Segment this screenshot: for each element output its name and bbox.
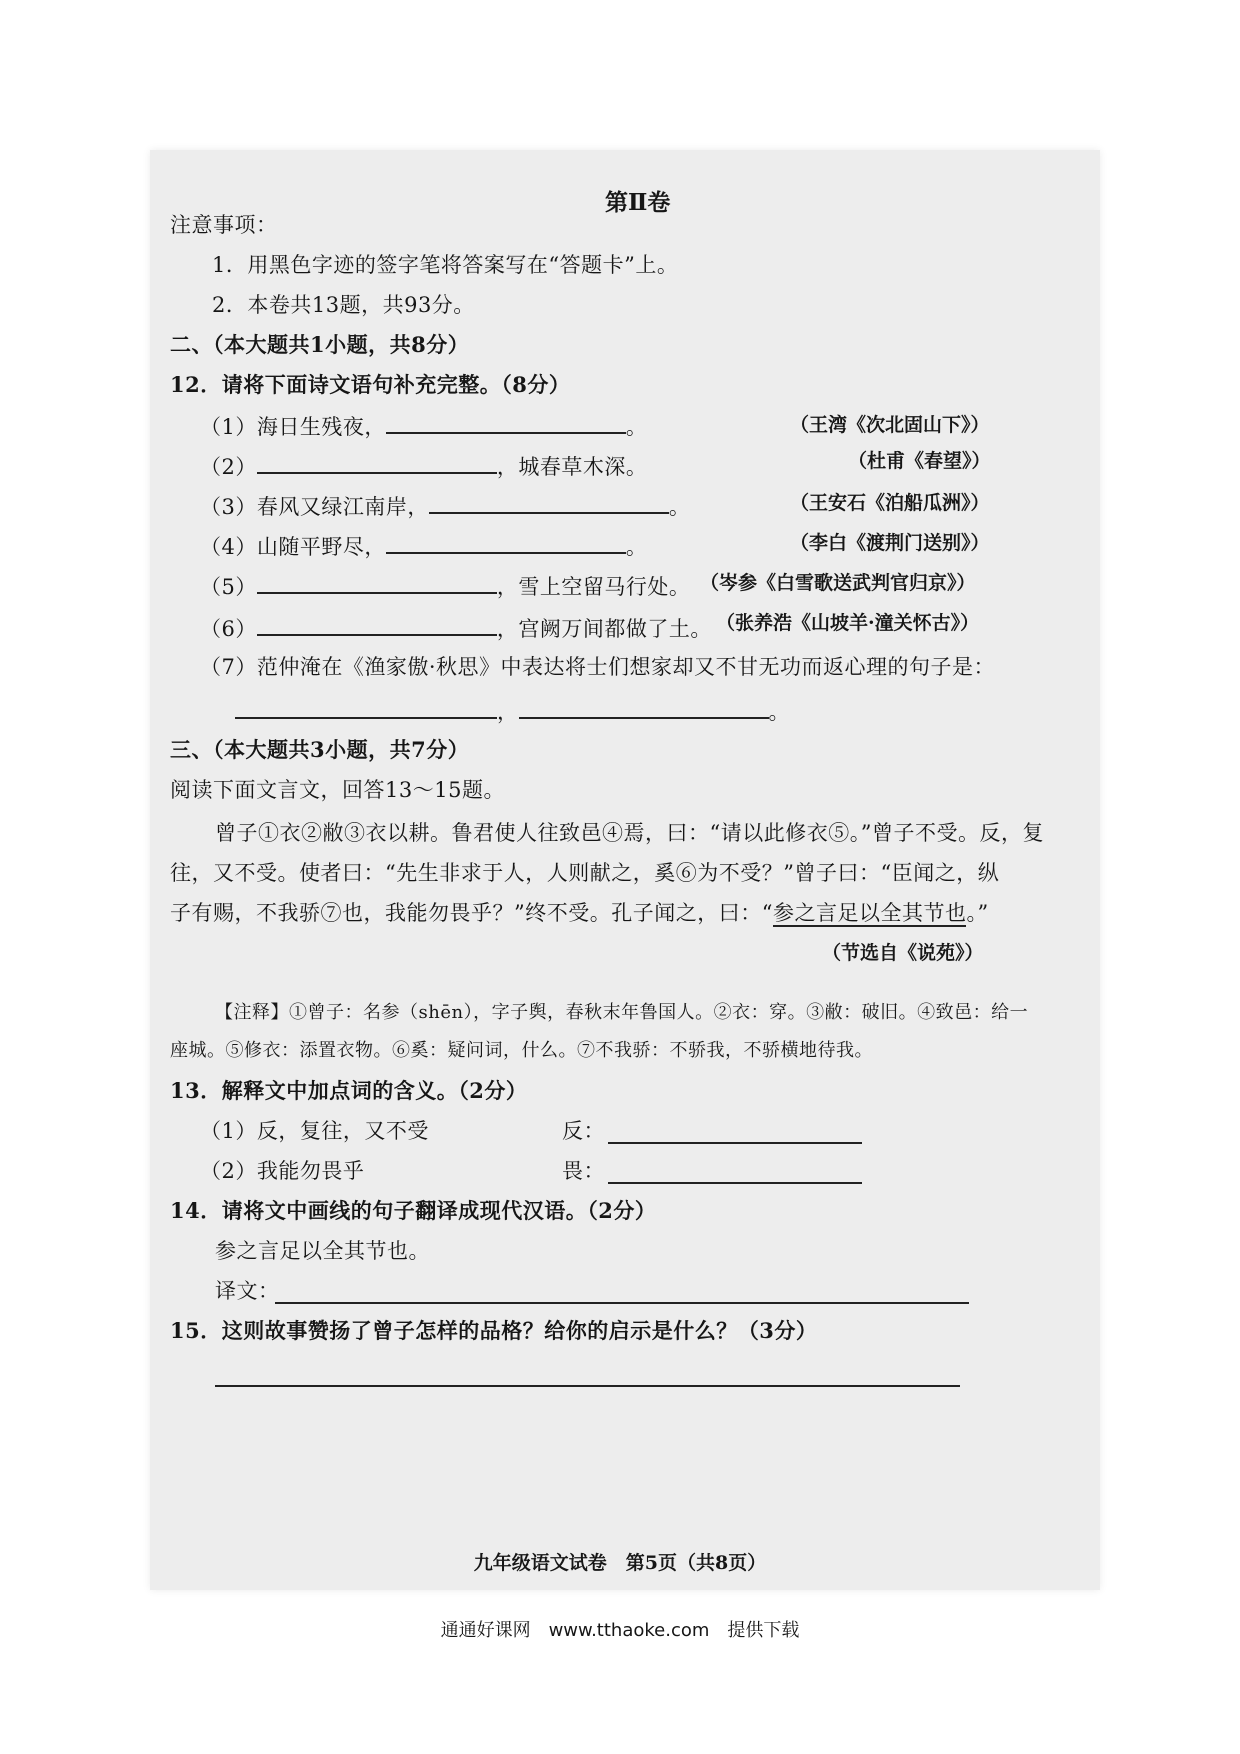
q13-label-2: 畏： [562, 1159, 605, 1183]
download-credit: 通通好课网 www.tthaoke.com 提供下载 [440, 1620, 800, 1641]
q12-line-5 [200, 570, 690, 602]
q12-source-3: （王安石《泊船瓜洲》） [790, 492, 990, 514]
q14-answer-line[interactable] [275, 1302, 969, 1304]
passage-line-3 [170, 898, 989, 928]
q13-answer-line-1[interactable] [608, 1142, 862, 1144]
q12-answer-blank-7a[interactable] [235, 695, 497, 719]
q12-line-6-text: （6） [200, 617, 257, 641]
q12-line-4-text: （4）山随平野尽， [200, 535, 386, 559]
q12-line-3-end: 。 [668, 495, 691, 519]
q12-stem: 12．请将下面诗文语句补充完整。（8分） [170, 372, 571, 397]
section-3-heading: 三、（本大题共3小题，共7分） [170, 737, 470, 762]
q12-line-1-end: 。 [625, 415, 648, 439]
q12-answer-blank-5[interactable] [257, 570, 497, 594]
passage-source: （节选自《说苑》） [822, 942, 984, 964]
passage-line-3-close: 。” [966, 901, 989, 925]
page-footer: 九年级语文试卷 第5页（共8页） [473, 1552, 767, 1574]
q12-line-5-end: ，雪上空留马行处。 [496, 575, 691, 599]
q12-line-2-end: ，城春草木深。 [496, 455, 648, 479]
q12-source-2: （杜甫《春望》） [848, 450, 991, 472]
q12-line-4-end: 。 [625, 535, 648, 559]
section-3-intro: 阅读下面文言文，回答13～15题。 [170, 778, 505, 802]
q12-answer-blank-3[interactable] [429, 490, 669, 514]
q15-stem: 15．这则故事赞扬了曾子怎样的品格？给你的启示是什么？（3分） [170, 1318, 818, 1343]
section-2-heading: 二、（本大题共1小题，共8分） [170, 332, 470, 357]
q13-item-2: （2）我能勿畏乎 [200, 1159, 365, 1183]
passage-line-3-text: 子有赐，不我骄⑦也，我能勿畏乎？”终不受。孔子闻之，曰：“ [170, 901, 773, 925]
q12-answer-blank-2[interactable] [257, 450, 497, 474]
q12-source-1: （王湾《次北固山下》） [790, 414, 990, 436]
q12-source-4: （李白《渡荆门送别》） [790, 532, 990, 554]
q14-sentence: 参之言足以全其节也。 [215, 1239, 430, 1263]
q12-source-6: （张养浩《山坡羊·潼关怀古》） [716, 612, 980, 634]
q12-line-6-end: ，宫阙万间都做了土。 [496, 617, 712, 641]
notice-item-2: 2．本卷共13题，共93分。 [212, 293, 475, 317]
notice-item-1: 1．用黑色字迹的签字笔将答案写在“答题卡”上。 [212, 253, 679, 277]
q15-answer-line[interactable] [215, 1385, 960, 1387]
underlined-sentence: 参之言足以全其节也 [772, 901, 967, 925]
notes-line-2: 座城。⑤修衣：添置衣物。⑥奚：疑问词，什么。⑦不我骄：不骄我，不骄横地待我。 [170, 1040, 873, 1061]
q13-item-1: （1）反，复往，又不受 [200, 1119, 429, 1143]
q12-line-3-text: （3）春风又绿江南岸， [200, 495, 429, 519]
notice-heading: 注意事项： [170, 213, 278, 237]
q12-line-6 [200, 612, 712, 644]
q14-stem: 14．请将文中画线的句子翻译成现代汉语。（2分） [170, 1198, 657, 1223]
passage-line-1: 曾子①衣②敝③衣以耕。鲁君使人往致邑④焉，曰：“请以此修衣⑤。”曾子不受。反，复 [215, 821, 1044, 845]
q12-line-1-text: （1）海日生残夜， [200, 415, 386, 439]
notes-line-1: 【注释】①曾子：名参（shēn），字子舆，春秋末年鲁国人。②衣：穿。③敝：破旧。④致邑：给一 [215, 1002, 1029, 1023]
q12-answer-blank-1[interactable] [386, 410, 626, 434]
q14-answer-label: 译文： [215, 1279, 280, 1303]
q12-line-2-text: （2） [200, 455, 257, 479]
q13-answer-line-2[interactable] [608, 1182, 862, 1184]
q13-stem: 13．解释文中加点词的含义。（2分） [170, 1078, 528, 1103]
q12-source-5: （岑参《白雪歌送武判官归京》） [700, 572, 976, 594]
q12-answer-blank-6[interactable] [257, 612, 497, 636]
q12-line-5-text: （5） [200, 575, 257, 599]
q12-answer-blank-7b[interactable] [519, 695, 769, 719]
q12-item-7-answer [235, 695, 790, 727]
q12-item-7-period: 。 [768, 700, 790, 724]
passage-line-2: 往，又不受。使者曰：“先生非求于人，人则献之，奚⑥为不受？”曾子曰：“臣闻之，纵 [170, 861, 1000, 885]
q12-line-1 [200, 410, 647, 442]
q12-item-7-comma: ， [497, 700, 519, 724]
q12-line-3 [200, 490, 690, 522]
q12-answer-blank-4[interactable] [386, 530, 626, 554]
volume-title: 第Ⅱ卷 [605, 189, 671, 216]
q12-line-4 [200, 530, 647, 562]
q12-line-2 [200, 450, 647, 482]
q12-item-7: （7）范仲淹在《渔家傲·秋思》中表达将士们想家却又不甘无功而返心理的句子是： [200, 655, 996, 679]
q13-label-1: 反： [562, 1119, 605, 1143]
